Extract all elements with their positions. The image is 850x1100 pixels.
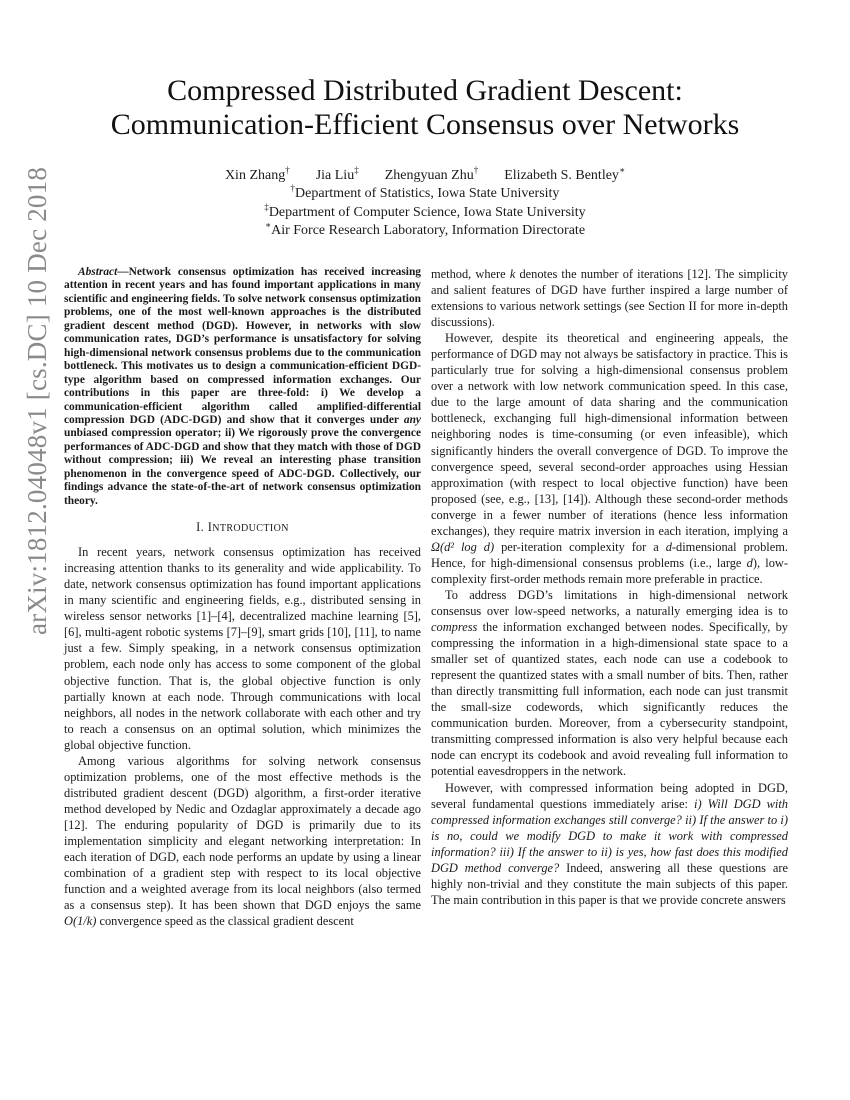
author-names xyxy=(60,167,790,185)
section-heading-introduction: I. INTRODUCTION xyxy=(196,520,289,535)
body-paragraph: method, where k denotes the number of iterations [12]. The simplicity and salient features of DGD have further inspired a large number of extensions to various network settings (see Section II for more in-depth discussions). xyxy=(431,267,789,330)
affiliation: ‡Department of Computer Science, Iowa State University xyxy=(264,201,586,220)
author: Jia Liu‡ xyxy=(315,165,359,183)
body-paragraph: However, despite its theoretical and engineering appeals, the performance of DGD may not always be satisfactory in practice. This is particularly true for solving a high-dimensional consensus problem over a network with low network communication speed. In this case, due to the large amount of data sharing and the communication bottleneck, exchanging full high-dimensional information between neighboring nodes is time-consuming (or even infeasible), which significantly hinders the overall convergence of DGD. To improve the convergence speed, several second-order approaches using Hessian approximation (with respect to local objective function) have been proposed (see, e.g., [13], [14]). Although these second-order methods converge in a fewer number of iterations (hence less information exchanges), they require matrix inversion in each iteration, implying a Ω(d² log d) per-iteration complexity for a d-dimensional problem. Hence, for high-dimensional consensus problems (i.e., large d), low-complexity first-order methods remain more preferable in practice. xyxy=(431,331,788,586)
left-column xyxy=(64,266,421,929)
author: Elizabeth S. Bentley∗ xyxy=(504,165,626,183)
title-line-1: Compressed Distributed Gradient Descent: xyxy=(167,74,683,107)
author: Zhengyuan Zhu† xyxy=(384,165,479,183)
abstract: Abstract—Network consensus optimization has received increasing attention in recent years and has found important applications in many scientific and engineering fields. To solve network consensus optimization problems, one of the most well-known approaches is the distributed gradient descent method (DGD). However, in networks with slow communication rates, DGD’s performance is unsatisfactory for solving high-dimensional network consensus problems due to the communication bottleneck. This motivates us to design a communication-efficient DGD-type algorithm based on compressed information exchanges. Our contributions in this paper are three-fold: i) We develop a communication-efficient algorithm called amplified-differential compression DGD (ADC-DGD) and show that it converges under any unbiased compression operator; ii) We rigorously prove the convergence performances of ADC-DGD and show that they match with those of DGD without compression; iii) We reveal an interesting phase transition phenomenon in the convergence speed of ADC-DGD. Collectively, our findings advance the state-of-the-art of network consensus optimization theory. xyxy=(64,266,421,507)
title-line-2: Communication-Efficient Consensus over Networks xyxy=(110,108,740,141)
body-paragraph: In recent years, network consensus optimization has received increasing attention thanks to its generality and wide applicability. To date, network consensus optimization has found important applications in many scientific and engineering fields, e.g., distributed sensing in wireless sensor networks [1]–[4], decentralized machine learning [5], [6], multi-agent robotic systems [7]–[9], smart grids [10], [11], to name just a few. Simply speaking, in a network consensus optimization problem, each node only has access to some component of the global objective function. That is, the global objective function is only partially known at each node. Through communications with local neighbors, all nodes in the network collaborate with each other and try to reach a consensus on an optimal solution, which minimizes the global objective function. xyxy=(64,545,421,752)
author: Xin Zhang† xyxy=(224,165,290,183)
body-paragraph: To address DGD’s limitations in high-dimensional network consensus over low-speed networks, a naturally emerging idea is to compress the information exchanged between nodes. Specifically, by compressing the information in a high-dimensional state space to a smaller set of quantized states, each node can use a codebook to represent the quantized states with a small number of bits. Then, rather than directly transmitting full information, each node can just transmit the small-size codewords, which significantly reduces the communication burden. Moreover, from a cybersecurity standpoint, transmitting compressed information is also very helpful because each node can encrypt its codebook and avoid revealing full information to potential eavesdroppers in the network. xyxy=(431,587,788,779)
body-paragraph: Among various algorithms for solving network consensus optimization problems, one of the most effective methods is the distributed gradient descent (DGD) algorithm, a first-order iterative method developed by Nedic and Ozdaglar approximately a decade ago [12]. The enduring popularity of DGD is primarily due to its implementation simplicity and elegant networking interpretation: In each iteration of DGD, each node performs an update by using a linear combination of a gradient step with respect to its local objective function and a weighted average from its local neighbors (also termed as a consensus step). It has been shown that DGD enjoys the same O(1/k) convergence speed as the classical gradient descent xyxy=(64,753,421,929)
affiliation: ∗Air Force Research Laboratory, Information Directorate xyxy=(264,220,586,238)
arxiv-stamp-text: arXiv:1812.04048v1 [cs.DC] 10 Dec 2018 xyxy=(22,166,52,635)
affiliation: †Department of Statistics, Iowa State University xyxy=(290,183,560,201)
author-block xyxy=(60,167,790,241)
paper-title xyxy=(60,74,790,142)
body-paragraph: However, with compressed information being adopted in DGD, several fundamental questions immediately arise: i) Will DGD with compressed information exchanges still converge? ii) If the answer to i) is no, could we modify DGD to make it work with compressed information? iii) If the answer to ii) is yes, how fast does this modified DGD method converge? Indeed, answering all these questions are highly non-trivial and they constitute the main subjects of this paper. The main contribution in this paper is that we provide concrete answers xyxy=(431,780,788,907)
right-column xyxy=(431,266,788,908)
